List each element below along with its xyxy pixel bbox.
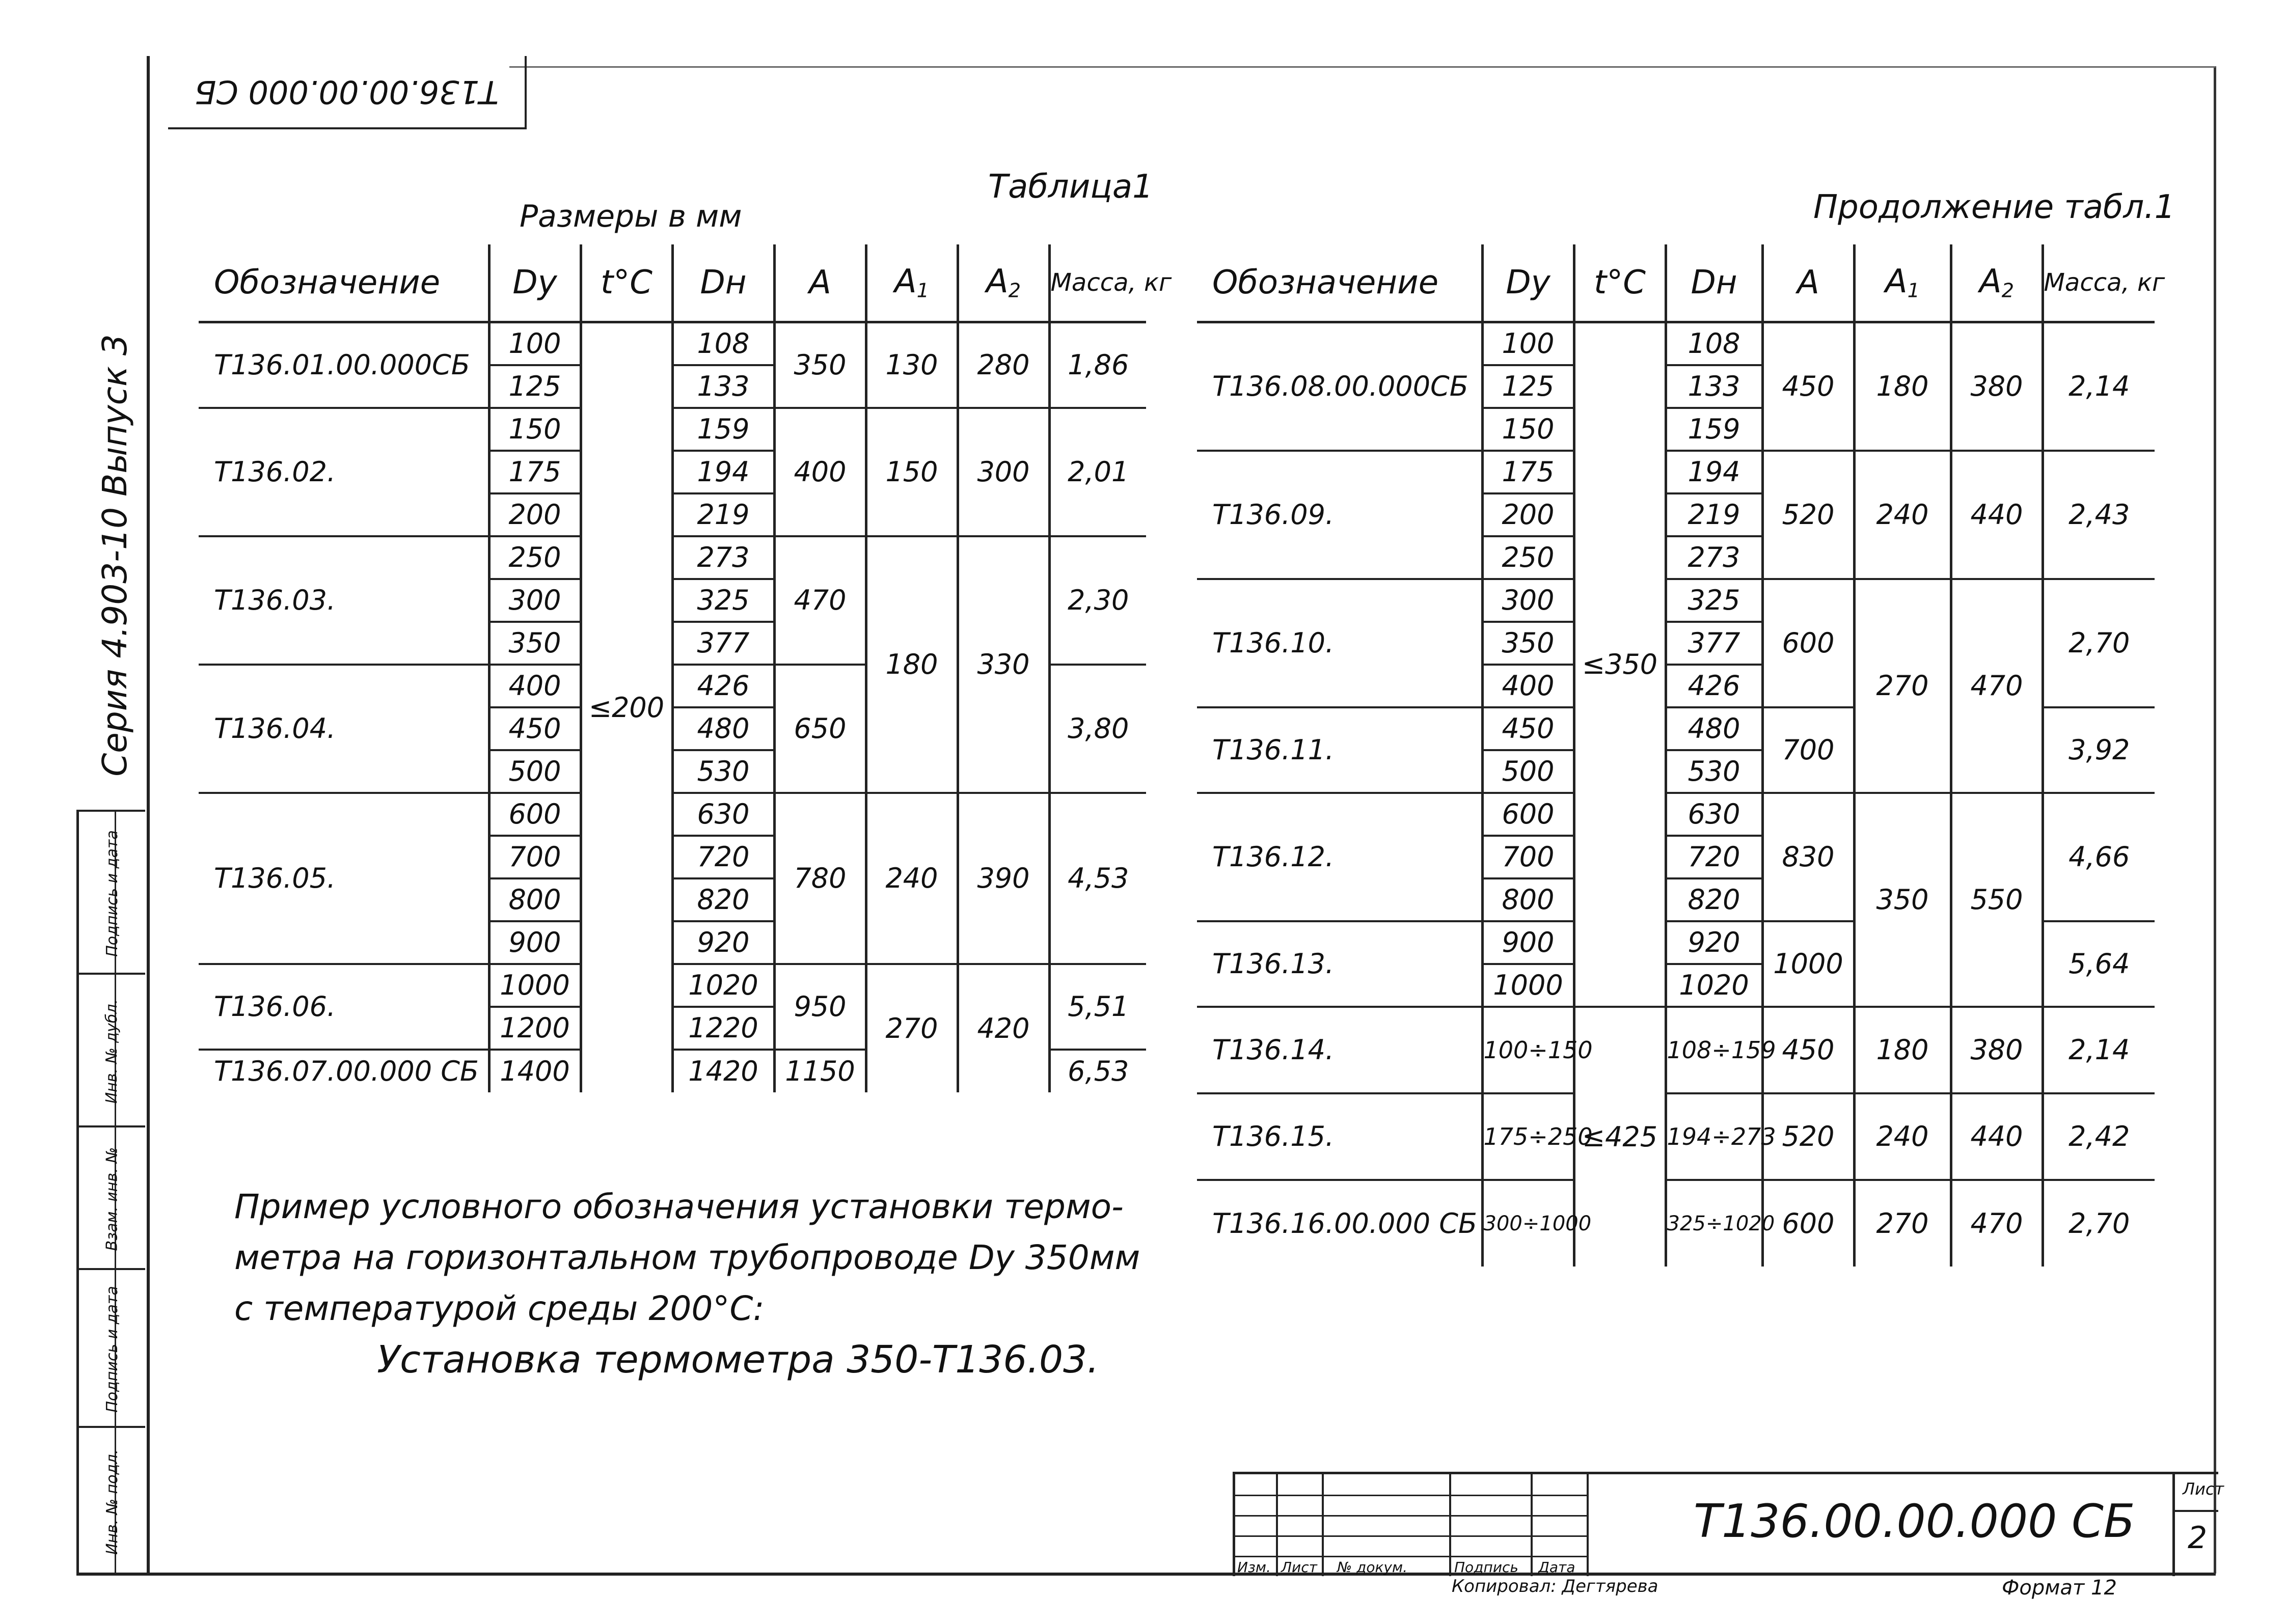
cell-dn: 530 bbox=[672, 750, 774, 793]
cell-a2: 470 bbox=[1951, 1180, 2043, 1267]
cell-dy: 1000 bbox=[1482, 964, 1574, 1007]
cell-a: 700 bbox=[1762, 707, 1854, 793]
cell-dn: 920 bbox=[1666, 921, 1762, 964]
table-row bbox=[1197, 451, 2155, 493]
cell-dn: 480 bbox=[1666, 707, 1762, 750]
frame-top-border bbox=[509, 66, 2216, 68]
cell-a: 1000 bbox=[1762, 921, 1854, 1007]
tb-label-doc: № докум. bbox=[1337, 1559, 1408, 1576]
cell-a: 950 bbox=[774, 964, 866, 1050]
cell-a2: 280 bbox=[958, 322, 1049, 408]
cell-dn: 194 bbox=[672, 451, 774, 493]
cell-dn: 820 bbox=[672, 878, 774, 921]
col-dn: Dн bbox=[672, 244, 774, 322]
cell-a1: 270 bbox=[1854, 1180, 1951, 1267]
cell-dn: 720 bbox=[1666, 836, 1762, 878]
cell-t: ≤425 bbox=[1574, 1007, 1666, 1267]
cell-mass: 1,86 bbox=[1049, 322, 1146, 408]
cell-dy: 300÷1000 bbox=[1482, 1180, 1574, 1267]
side-cell: Инв. № дубл. bbox=[79, 973, 145, 1127]
cell-a: 600 bbox=[1762, 1180, 1854, 1267]
col-a2: $A_2$ bbox=[1951, 244, 2043, 322]
cell-dn: 426 bbox=[1666, 665, 1762, 707]
table-row bbox=[1197, 1007, 2155, 1093]
cell-dy: 175 bbox=[1482, 451, 1574, 493]
cell-designation: Т136.15. bbox=[1197, 1093, 1482, 1180]
cell-a: 520 bbox=[1762, 1093, 1854, 1180]
cell-dy: 800 bbox=[489, 878, 581, 921]
cell-designation: Т136.16.00.000 СБ bbox=[1197, 1180, 1482, 1267]
tb-label-list: Лист bbox=[1281, 1559, 1317, 1576]
table-row bbox=[199, 964, 1146, 1007]
cell-a2: 550 bbox=[1951, 793, 2043, 1007]
cell-a: 600 bbox=[1762, 579, 1854, 707]
table1-header-row bbox=[199, 244, 1146, 322]
cell-dn: 1020 bbox=[1666, 964, 1762, 1007]
cell-dy: 600 bbox=[1482, 793, 1574, 836]
table1 bbox=[199, 244, 1172, 1092]
cell-a1: 150 bbox=[866, 408, 958, 536]
sheet-label: Лист bbox=[2183, 1479, 2224, 1499]
col-designation: Обозначение bbox=[199, 244, 489, 322]
cell-dn: 1220 bbox=[672, 1007, 774, 1050]
example-line: Установка термометра 350-Т136.03. bbox=[377, 1338, 1099, 1382]
cell-dy: 250 bbox=[489, 536, 581, 579]
table-row bbox=[1197, 1180, 2155, 1267]
cell-mass: 2,42 bbox=[2043, 1093, 2155, 1180]
table-row bbox=[199, 793, 1146, 836]
cell-dn: 108÷159 bbox=[1666, 1007, 1762, 1093]
side-stamp-columns bbox=[76, 810, 145, 1574]
cell-dy: 175 bbox=[489, 451, 581, 493]
cell-mass: 5,51 bbox=[1049, 964, 1146, 1050]
cell-dy: 200 bbox=[1482, 493, 1574, 536]
tb-label-izm: Изм. bbox=[1237, 1559, 1271, 1576]
cell-a2: 380 bbox=[1951, 1007, 2043, 1093]
cell-a2: 390 bbox=[958, 793, 1049, 964]
cell-dy: 300 bbox=[1482, 579, 1574, 622]
cell-dn: 325 bbox=[1666, 579, 1762, 622]
cell-dy: 350 bbox=[1482, 622, 1574, 665]
cell-dy: 600 bbox=[489, 793, 581, 836]
cell-dy: 100 bbox=[489, 322, 581, 365]
cell-mass: 3,92 bbox=[2043, 707, 2155, 793]
cell-designation: Т136.06. bbox=[199, 964, 489, 1050]
cell-dn: 219 bbox=[672, 493, 774, 536]
cell-a2: 440 bbox=[1951, 451, 2043, 579]
cell-a: 450 bbox=[1762, 1007, 1854, 1093]
cell-a: 830 bbox=[1762, 793, 1854, 921]
side-cell: Взам. инв. № bbox=[79, 1125, 145, 1270]
col-dy: Dу bbox=[1482, 244, 1574, 322]
table1-subtitle: Размеры в мм bbox=[520, 199, 742, 234]
cell-dy: 400 bbox=[1482, 665, 1574, 707]
cell-dn: 1420 bbox=[672, 1050, 774, 1092]
side-cell: Подпись и дата bbox=[79, 810, 145, 975]
cell-dy: 900 bbox=[489, 921, 581, 964]
cell-mass: 2,30 bbox=[1049, 536, 1146, 665]
rotated-stamp bbox=[168, 56, 527, 129]
cell-dy: 1200 bbox=[489, 1007, 581, 1050]
example-line: Пример условного обозначения установки термо- bbox=[234, 1187, 1124, 1226]
cell-dy: 150 bbox=[489, 408, 581, 451]
cell-dn: 720 bbox=[672, 836, 774, 878]
cell-dy: 150 bbox=[1482, 408, 1574, 451]
tb-label-sign: Подпись bbox=[1454, 1559, 1518, 1576]
example-line: метра на горизонтальном трубопроводе Dу 350мм bbox=[234, 1238, 1140, 1277]
sheet-format: Формат 12 bbox=[2002, 1576, 2117, 1600]
title-block bbox=[1233, 1472, 2224, 1576]
cell-dy: 125 bbox=[1482, 365, 1574, 408]
copied-by: Копировал: Дегтярева bbox=[1452, 1576, 1658, 1597]
tb-label-date: Дата bbox=[1538, 1559, 1575, 1576]
cell-designation: Т136.08.00.000СБ bbox=[1197, 322, 1482, 451]
table2-title: Продолжение табл.1 bbox=[1813, 188, 2175, 226]
col-a1: $A_1$ bbox=[1854, 244, 1951, 322]
table-row bbox=[199, 322, 1146, 365]
cell-a1: 180 bbox=[1854, 322, 1951, 451]
cell-mass: 4,53 bbox=[1049, 793, 1146, 964]
cell-a1: 270 bbox=[866, 964, 958, 1092]
cell-dn: 133 bbox=[672, 365, 774, 408]
frame-right-border bbox=[2214, 66, 2216, 1574]
cell-dy: 1400 bbox=[489, 1050, 581, 1092]
cell-dy: 100÷150 bbox=[1482, 1007, 1574, 1093]
table2-header-row bbox=[1197, 244, 2155, 322]
cell-dn: 1020 bbox=[672, 964, 774, 1007]
cell-dn: 159 bbox=[1666, 408, 1762, 451]
cell-a2: 380 bbox=[1951, 322, 2043, 451]
cell-dn: 377 bbox=[1666, 622, 1762, 665]
cell-a1: 180 bbox=[866, 536, 958, 793]
cell-dy: 175÷250 bbox=[1482, 1093, 1574, 1180]
cell-dn: 377 bbox=[672, 622, 774, 665]
cell-a: 450 bbox=[1762, 322, 1854, 451]
cell-mass: 2,70 bbox=[2043, 579, 2155, 707]
cell-dn: 630 bbox=[672, 793, 774, 836]
cell-dy: 100 bbox=[1482, 322, 1574, 365]
cell-a2: 330 bbox=[958, 536, 1049, 793]
cell-dy: 450 bbox=[489, 707, 581, 750]
cell-dn: 133 bbox=[1666, 365, 1762, 408]
cell-mass: 5,64 bbox=[2043, 921, 2155, 1007]
col-mass: Масса, кг bbox=[2043, 244, 2155, 322]
cell-a: 400 bbox=[774, 408, 866, 536]
cell-dn: 630 bbox=[1666, 793, 1762, 836]
table-row bbox=[199, 408, 1146, 451]
cell-t: ≤350 bbox=[1574, 322, 1666, 1007]
cell-a2: 300 bbox=[958, 408, 1049, 536]
cell-a: 470 bbox=[774, 536, 866, 665]
title-block-code: Т136.00.00.000 СБ bbox=[1694, 1495, 2135, 1548]
cell-a1: 240 bbox=[866, 793, 958, 964]
cell-dn: 426 bbox=[672, 665, 774, 707]
cell-mass: 3,80 bbox=[1049, 665, 1146, 793]
table-row bbox=[1197, 579, 2155, 622]
cell-a1: 270 bbox=[1854, 579, 1951, 793]
cell-designation: Т136.07.00.000 СБ bbox=[199, 1050, 489, 1092]
cell-dn: 530 bbox=[1666, 750, 1762, 793]
col-mass: Масса, кг bbox=[1049, 244, 1146, 322]
cell-designation: Т136.04. bbox=[199, 665, 489, 793]
cell-dn: 194 bbox=[1666, 451, 1762, 493]
sheet-number: 2 bbox=[2188, 1520, 2208, 1556]
cell-dn: 325÷1020 bbox=[1666, 1180, 1762, 1267]
col-dy: Dу bbox=[489, 244, 581, 322]
cell-a: 350 bbox=[774, 322, 866, 408]
cell-designation: Т136.01.00.000СБ bbox=[199, 322, 489, 408]
cell-a: 650 bbox=[774, 665, 866, 793]
cell-a: 520 bbox=[1762, 451, 1854, 579]
cell-dn: 219 bbox=[1666, 493, 1762, 536]
stamp-code: Т136.00.00.000 СБ bbox=[194, 73, 499, 111]
cell-designation: Т136.13. bbox=[1197, 921, 1482, 1007]
cell-a1: 350 bbox=[1854, 793, 1951, 1007]
cell-dn: 159 bbox=[672, 408, 774, 451]
cell-mass: 2,14 bbox=[2043, 1007, 2155, 1093]
cell-dy: 1000 bbox=[489, 964, 581, 1007]
cell-dy: 200 bbox=[489, 493, 581, 536]
cell-a2: 420 bbox=[958, 964, 1049, 1092]
cell-mass: 2,14 bbox=[2043, 322, 2155, 451]
cell-designation: Т136.09. bbox=[1197, 451, 1482, 579]
cell-designation: Т136.11. bbox=[1197, 707, 1482, 793]
cell-designation: Т136.02. bbox=[199, 408, 489, 536]
cell-dy: 500 bbox=[1482, 750, 1574, 793]
cell-dy: 700 bbox=[489, 836, 581, 878]
col-t: t°C bbox=[581, 244, 672, 322]
cell-dn: 480 bbox=[672, 707, 774, 750]
cell-a: 1150 bbox=[774, 1050, 866, 1092]
cell-mass: 2,70 bbox=[2043, 1180, 2155, 1267]
table1-title: Таблица1 bbox=[988, 168, 1153, 206]
cell-a1: 240 bbox=[1854, 1093, 1951, 1180]
cell-dy: 250 bbox=[1482, 536, 1574, 579]
col-t: t°C bbox=[1574, 244, 1666, 322]
cell-a1: 130 bbox=[866, 322, 958, 408]
cell-dy: 900 bbox=[1482, 921, 1574, 964]
cell-dy: 400 bbox=[489, 665, 581, 707]
side-cell: Подпись и дата bbox=[79, 1268, 145, 1428]
cell-dy: 125 bbox=[489, 365, 581, 408]
table-row bbox=[1197, 1093, 2155, 1180]
cell-dy: 300 bbox=[489, 579, 581, 622]
table-row bbox=[1197, 793, 2155, 836]
cell-dn: 108 bbox=[672, 322, 774, 365]
cell-mass: 2,43 bbox=[2043, 451, 2155, 579]
cell-dn: 325 bbox=[672, 579, 774, 622]
cell-a2: 470 bbox=[1951, 579, 2043, 793]
cell-mass: 6,53 bbox=[1049, 1050, 1146, 1092]
cell-designation: Т136.14. bbox=[1197, 1007, 1482, 1093]
cell-dn: 273 bbox=[1666, 536, 1762, 579]
col-designation: Обозначение bbox=[1197, 244, 1482, 322]
col-a1: $A_1$ bbox=[866, 244, 958, 322]
cell-designation: Т136.03. bbox=[199, 536, 489, 665]
cell-a1: 240 bbox=[1854, 451, 1951, 579]
cell-dn: 920 bbox=[672, 921, 774, 964]
cell-mass: 2,01 bbox=[1049, 408, 1146, 536]
cell-dn: 108 bbox=[1666, 322, 1762, 365]
col-dn: Dн bbox=[1666, 244, 1762, 322]
series-label: Серия 4.903-10 Выпуск 3 bbox=[95, 334, 134, 777]
cell-dy: 700 bbox=[1482, 836, 1574, 878]
cell-dn: 820 bbox=[1666, 878, 1762, 921]
designation-example bbox=[234, 1181, 1140, 1385]
cell-designation: Т136.12. bbox=[1197, 793, 1482, 921]
side-cell: Инв. № подл. bbox=[79, 1426, 145, 1576]
table2 bbox=[1197, 244, 2165, 1267]
cell-designation: Т136.05. bbox=[199, 793, 489, 964]
cell-a2: 440 bbox=[1951, 1093, 2043, 1180]
table-row bbox=[1197, 322, 2155, 365]
col-a: А bbox=[774, 244, 866, 322]
cell-a1: 180 bbox=[1854, 1007, 1951, 1093]
cell-dy: 450 bbox=[1482, 707, 1574, 750]
cell-dn: 194÷273 bbox=[1666, 1093, 1762, 1180]
cell-dy: 500 bbox=[489, 750, 581, 793]
cell-dn: 273 bbox=[672, 536, 774, 579]
cell-a: 780 bbox=[774, 793, 866, 964]
col-a: А bbox=[1762, 244, 1854, 322]
table-row bbox=[199, 536, 1146, 579]
side-series bbox=[76, 275, 153, 835]
cell-dy: 800 bbox=[1482, 878, 1574, 921]
col-a2: $A_2$ bbox=[958, 244, 1049, 322]
example-line: с температурой среды 200°С: bbox=[234, 1289, 765, 1328]
cell-mass: 4,66 bbox=[2043, 793, 2155, 921]
cell-dy: 350 bbox=[489, 622, 581, 665]
cell-designation: Т136.10. bbox=[1197, 579, 1482, 707]
cell-t: ≤200 bbox=[581, 322, 672, 1092]
